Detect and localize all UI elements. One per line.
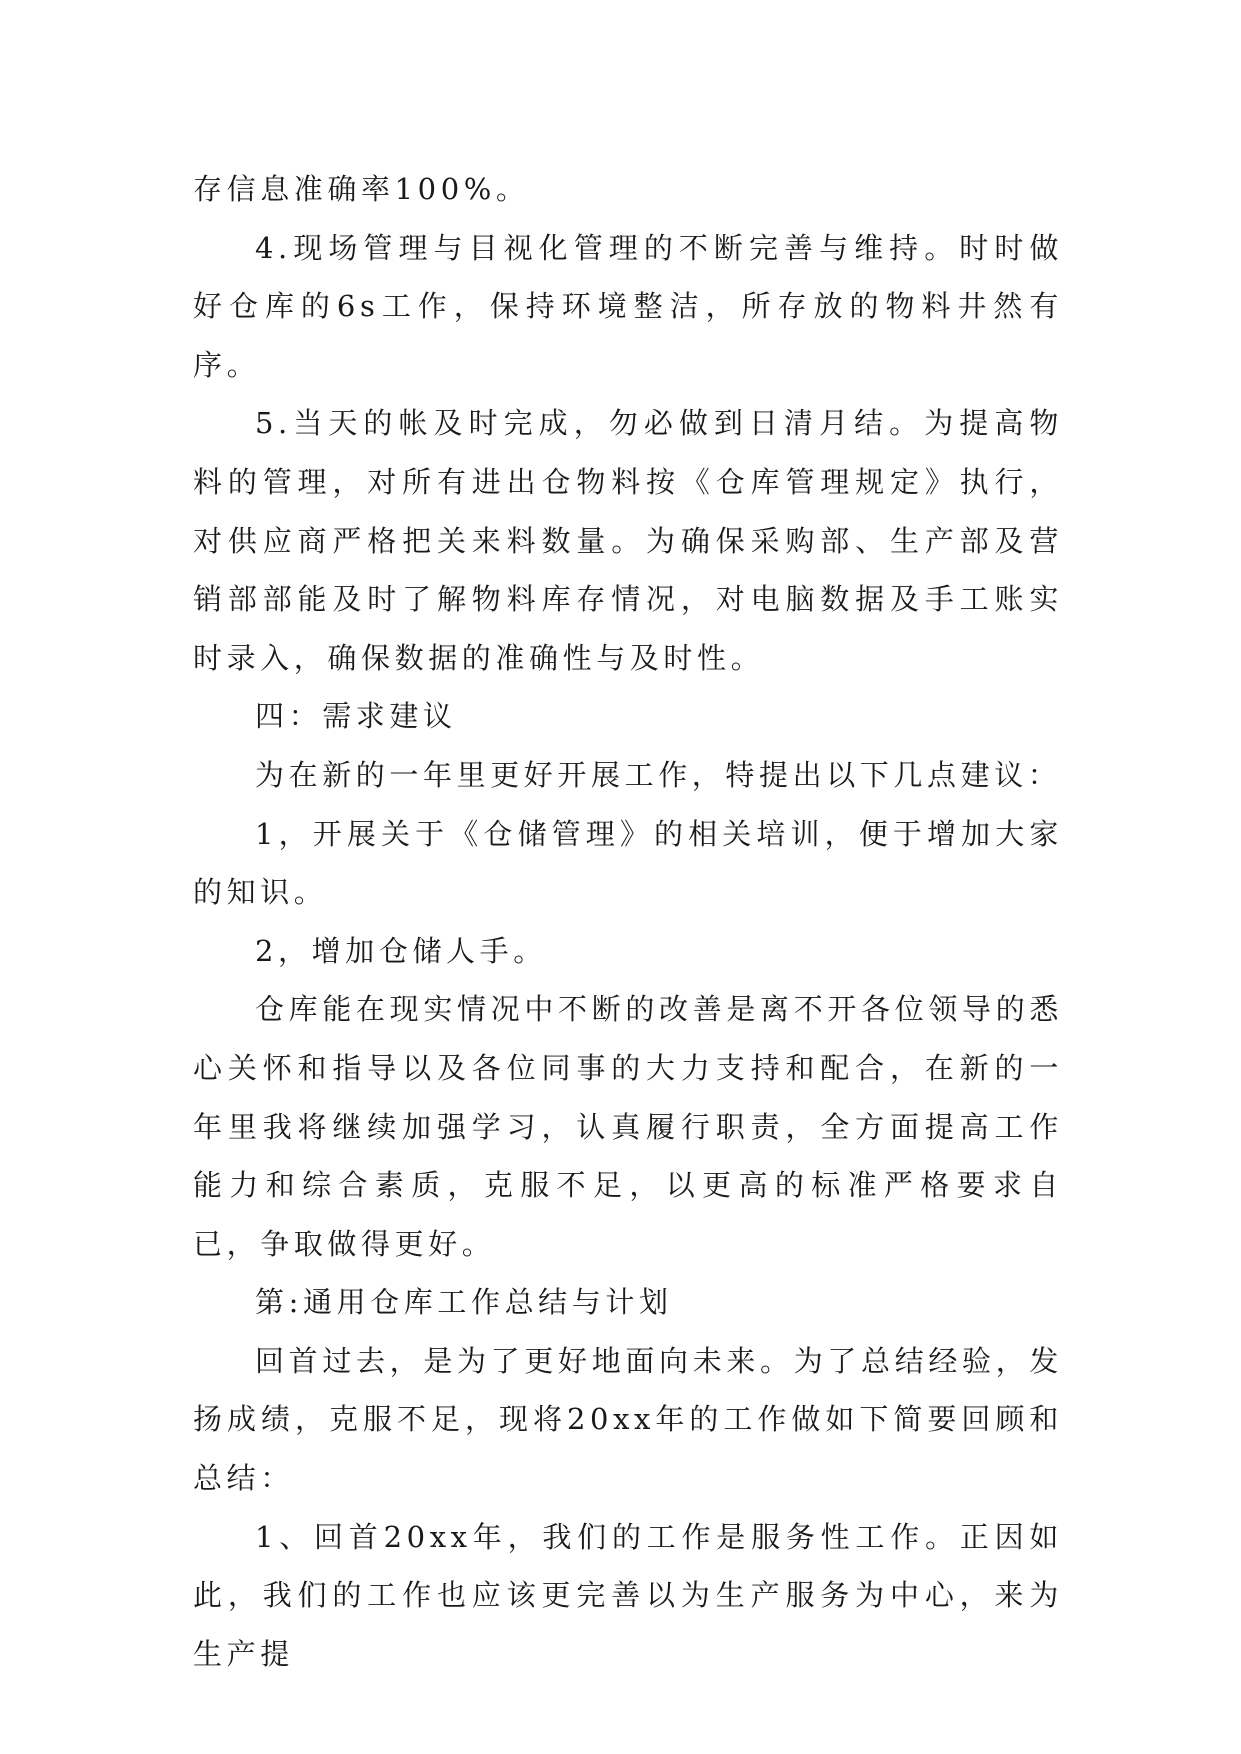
paragraph-continuation: 存信息准确率100%。 xyxy=(193,172,530,206)
paragraph-suggestion-1: 1，开展关于《仓储管理》的相关培训，便于增加大家的知识。 xyxy=(193,816,1063,910)
paragraph-review-1: 1、回首20xx年，我们的工作是服务性工作。正因如此，我们的工作也应该更完善以为生产服务为中心，来为生产提 xyxy=(193,1519,1063,1671)
document-body xyxy=(193,160,1063,1683)
paragraph-item-5: 5.当天的帐及时完成，勿必做到日清月结。为提高物料的管理，对所有进出仓物料按《仓库管理规定》执行，对供应商严格把关来料数量。为确保采购部、生产部及营销部部能及时了解物料库存情况，对电脑数据及手工账实时录入，确保数据的准确性与及时性。 xyxy=(193,406,1063,675)
section-heading-general-summary: 第:通用仓库工作总结与计划 xyxy=(255,1285,673,1320)
paragraph-suggestions-intro: 为在新的一年里更好开展工作，特提出以下几点建议： xyxy=(255,757,1062,792)
paragraph-suggestion-2: 2，增加仓储人手。 xyxy=(255,933,547,968)
section-heading-demand-suggestions: 四：需求建议 xyxy=(255,699,457,734)
paragraph-summary-intro: 回首过去，是为了更好地面向未来。为了总结经验，发扬成绩，克服不足，现将20xx年的工作做如下简要回顾和总结： xyxy=(193,1343,1063,1496)
paragraph-closing: 仓库能在现实情况中不断的改善是离不开各位领导的悉心关怀和指导以及各位同事的大力支持和配合，在新的一年里我将继续加强学习，认真履行职责，全方面提高工作能力和综合素质，克服不足，以更高的标准严格要求自已，争取做得更好。 xyxy=(193,992,1063,1261)
paragraph-item-4: 4.现场管理与目视化管理的不断完善与维持。时时做好仓库的6s工作，保持环境整洁，所存放的物料井然有序。 xyxy=(193,230,1063,382)
